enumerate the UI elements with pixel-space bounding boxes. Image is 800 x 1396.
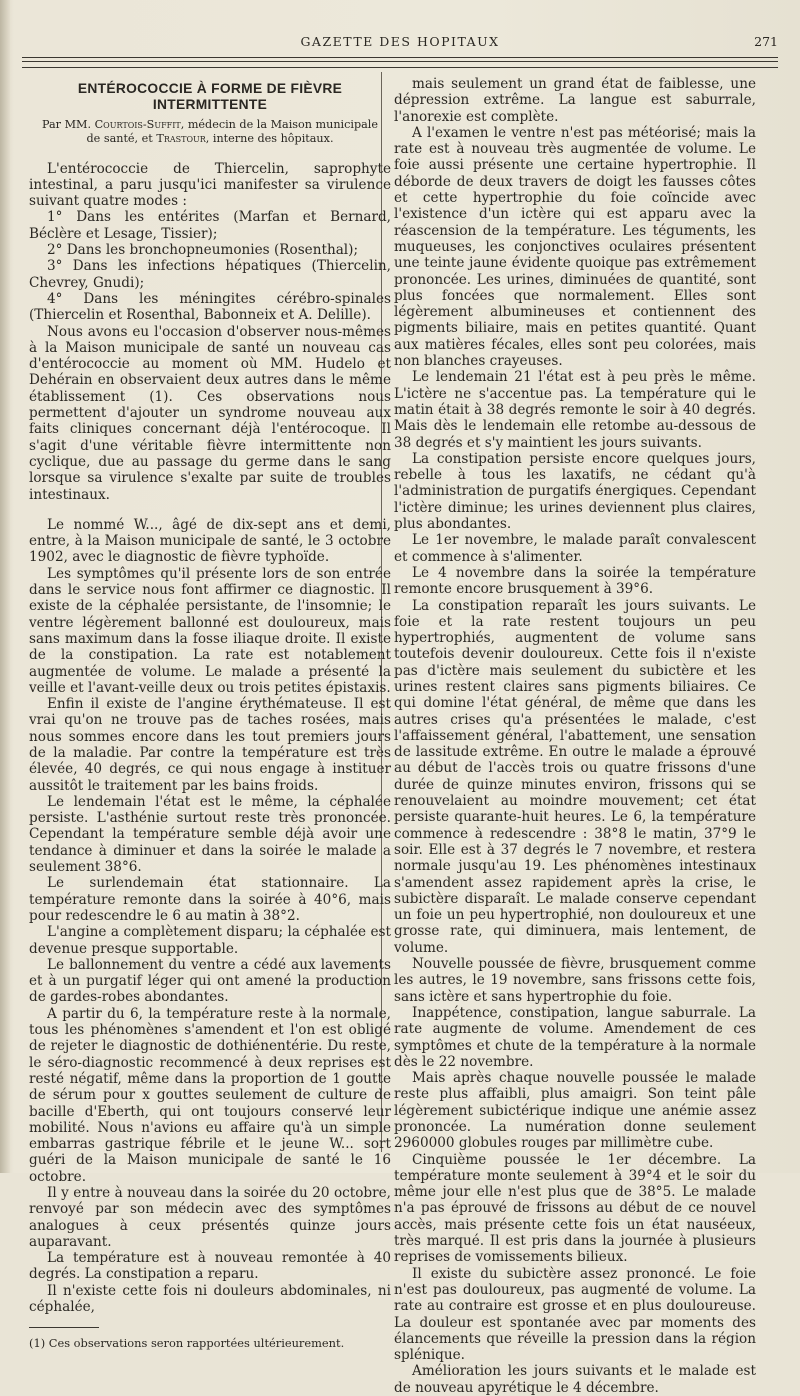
paragraph: Il y entre à nouveau dans la soirée du 20 octobre, renvoyé par son médecin avec des symptômes analogues à ceux présentés quinze jours auparavant. [29, 1185, 391, 1250]
author-role: , interne des hôpitaux. [205, 131, 334, 145]
paragraph: mais seulement un grand état de faiblesse, une dépression extrême. La langue est saburrale, l'anorexie est complète. [394, 76, 756, 125]
paragraph: Il n'existe cette fois ni douleurs abdominales, ni céphalée, [29, 1282, 391, 1316]
running-head [22, 34, 778, 54]
paragraph: 3° Dans les infections hépatiques (Thiercelin, Chevrey, Gnudi); [29, 258, 391, 291]
paragraph: Le lendemain 21 l'état est à peu près le même. L'ictère ne s'accentue pas. La température qui le matin était à 38 degrés remonte le soir à 40 degrés. Mais dès le lendemain elle retombe au-dessous de 38 degrés et s'y maintient les jours suivants. [394, 369, 756, 451]
author-role: , médecin de la Maison municipale de santé, et [86, 117, 378, 145]
paragraph: Le 1er novembre, le malade paraît convalescent et commence à s'alimenter. [394, 532, 756, 565]
footnote: (1) Ces observations seron rapportées ultérieurement. [29, 1336, 345, 1351]
paragraph: 4° Dans les méningites cérébro-spinales (Thiercelin et Rosenthal, Babonneix et A. Delille). [29, 290, 391, 324]
paragraph: Il existe du subictère assez prononcé. Le foie n'est pas douloureux, pas augmenté de volume. La rate au contraire est grosse et en plus douloureuse. La douleur est spontanée avec par moments des élancements que réveille la pression dans la région splénique. [394, 1265, 756, 1364]
author-name: Courtois-Suffit [94, 117, 181, 131]
author-name: Trastour [156, 131, 206, 145]
paragraph: Les symptômes qu'il présente lors de son entrée dans le service nous font affirmer ce diagnostic. Il existe de la céphalée persistante, de l'insomnie; le ventre légèrement ballonné est douloureux, mais sans maximum dans la fosse iliaque droite. Il existe de la constipation. La rate est notablement augmentée de volume. Le malade a présenté la veille et l'avant-veille deux ou trois petites épistaxis. [29, 565, 391, 696]
byline-prefix: Par MM. [41, 117, 92, 131]
paragraph: La constipation persiste encore quelques jours, rebelle à tous les laxatifs, ne cédant qu'à l'administration de purgatifs énergiques. Cependant l'ictère diminue; les urines deviennent plus claires, plus abondantes. [394, 450, 756, 533]
article-title: ENTÉROCOCCIE À FORME DE FIÈVRE INTERMITTENTE [77, 81, 343, 113]
header-rule-bottom [22, 67, 778, 68]
header-rule-top [22, 57, 778, 58]
paragraph: Le nommé W..., âgé de dix-sept ans et demi, entre, à la Maison municipale de santé, le 3 octobre 1902, avec le diagnostic de fièvre typhoïde. [29, 516, 391, 566]
paragraph: 1° Dans les entérites (Marfan et Bernard, Béclère et Lesage, Tissier); [29, 209, 391, 242]
paragraph: Mais après chaque nouvelle poussée le malade reste plus affaibli, plus amaigri. Son teint pâle légèrement subictérique indique une anémie assez prononcée. La numération donne seulement 2960000 globules rouges par millimètre cube. [394, 1070, 756, 1152]
paragraph: A l'examen le ventre n'est pas météorisé; mais la rate est à nouveau très augmentée de volume. Le foie aussi présente une certaine hypertrophie. Il déborde de deux travers de doigt les fausses côtes et cette hypertrophie du foie coïncide avec l'existence d'un ictère qui est apparu avec la réascension de la température. Les téguments, les muqueuses, les conjonctives oculaires présentent une teinte jaune évidente quoique pas extrêmement prononcée. Les urines, diminuées de quantité, sont plus foncées que normalement. Elles sont légèrement albumineuses et contiennent des pigments biliaire, mais en petites quantité. Quant aux matières fécales, elles sont peu colorées, mais non blanches crayeuses. [394, 124, 756, 370]
paragraph: La température est à nouveau remontée à 40 degrés. La constipation a reparu. [29, 1250, 391, 1283]
paragraph: A partir du 6, la température reste à la normale, tous les phénomènes s'amendent et l'on est obligé de rejeter le diagnostic de dothiénentérie. Du reste, le séro-diagnostic recommencé à deux reprises est resté négatif, même dans la proportion de 1 goutte de sérum pour x gouttes seulement de culture de bacille d'Eberth, qui ont toujours conservé leur mobilité. Nous n'avions eu affaire qu'à un simple embarras gastrique fébrile et le jeune W... sort guéri de la Maison municipale de santé le 16 octobre. [29, 1005, 391, 1185]
article-byline [39, 118, 381, 146]
right-column [394, 76, 756, 1396]
paragraph: L'entérococcie de Thiercelin, saprophyte intestinal, a paru jusqu'ici manifester sa virulence suivant quatre modes : [29, 160, 391, 210]
page-binding-edge [0, 0, 10, 1173]
paragraph: Le 4 novembre dans la soirée la température remonte encore brusquement à 39°6. [394, 564, 756, 598]
journal-title: GAZETTE DES HOPITAUX [300, 34, 500, 49]
paragraph: Cinquième poussée le 1er décembre. La température monte seulement à 39°4 et le soir du même jour elle n'est plus que de 38°5. Le malade n'a pas éprouvé de frissons au début de ce nouvel accès, mais présente cette fois un état nauséeux, très marqué. Il est pris dans la journée à plusieurs reprises de vomissements bilieux. [394, 1151, 756, 1266]
paragraph: Le surlendemain état stationnaire. La température remonte dans la soirée à 40°6, mais pour redescendre le 6 au matin à 38°2. [29, 875, 391, 924]
paragraph: Nous avons eu l'occasion d'observer nous-mêmes à la Maison municipale de santé un nouveau cas d'entérococcie au moment où MM. Hudelo et Dehérain en observaient deux autres dans le même établissement (1). Ces observations nous permettent d'ajouter un syndrome nouveau aux faits cliniques concernant déjà l'entérocoque. Il s'agit d'une véritable fièvre intermittente non cyclique, due au passage du germe dans le sang lorsque sa virulence s'exalte par suite de troubles intestinaux. [29, 323, 391, 503]
paragraph: Amélioration les jours suivants et le malade est de nouveau apyrétique le 4 décembre. [394, 1363, 756, 1396]
paragraph: Nouvelle poussée de fièvre, brusquement comme les autres, le 19 novembre, sans frissons cette fois, sans ictère et sans hypertrophie du foie. [394, 956, 756, 1005]
paragraph: Le ballonnement du ventre a cédé aux lavements et à un purgatif léger qui ont amené la production de gardes-robes abondantes. [29, 956, 391, 1006]
page-number: 271 [754, 34, 778, 49]
paragraph: 2° Dans les bronchopneumonies (Rosenthal); [47, 242, 359, 259]
paragraph: Le lendemain l'état est le même, la céphalée persiste. L'asthénie surtout reste très prononcée. Cependant la température semble déjà avoir une tendance à diminuer et dans la soirée le malade a seulement 38°6. [29, 793, 391, 876]
paragraph: La constipation reparaît les jours suivants. Le foie et la rate restent toujours un peu hypertrophiés, augmentent de volume sans toutefois devenir douloureux. Cette fois il n'existe pas d'ictère mais seulement du subictère et les urines restent claires sans pigments biliaires. Ce qui domine l'état général, de même que dans les autres crises qu'a présentées le malade, c'est l'affaissement général, l'abattement, une sensation de lassitude extrême. En outre le malade a éprouvé au début de l'accès trois ou quatre frissons d'une durée de quinze minutes environ, frissons qui se renouvelaient au moindre mouvement; cet état persiste quarante-huit heures. Le 6, la température commence à redescendre : 38°8 le matin, 37°9 le soir. Elle est à 37 degrés le 7 novembre, et restera normale jusqu'au 19. Les phénomènes intestinaux s'amendent assez rapidement après la crise, le subictère disparaît. Le malade conserve cependant un foie un peu hypertrophié, non douloureux et une grosse rate, qui diminuera, mais lentement, de volume. [394, 597, 756, 956]
header-rule-middle [22, 61, 778, 62]
paragraph: Enfin il existe de l'angine érythémateuse. Il est vrai qu'on ne trouve pas de taches rosées, mais nous sommes encore dans les tout premiers jours de la maladie. Par contre la température est très élevée, 40 degrés, ce qui nous engage à instituer aussitôt le traitement par les bains froids. [29, 696, 391, 794]
paragraph: L'angine a complètement disparu; la céphalée est devenue presque supportable. [29, 924, 391, 957]
paragraph: Inappétence, constipation, langue saburrale. La rate augmente de volume. Amendement de ces symptômes et chute de la température à la normale dès le 22 novembre. [394, 1004, 756, 1070]
footnote-rule [29, 1327, 99, 1328]
left-column [29, 76, 391, 1350]
